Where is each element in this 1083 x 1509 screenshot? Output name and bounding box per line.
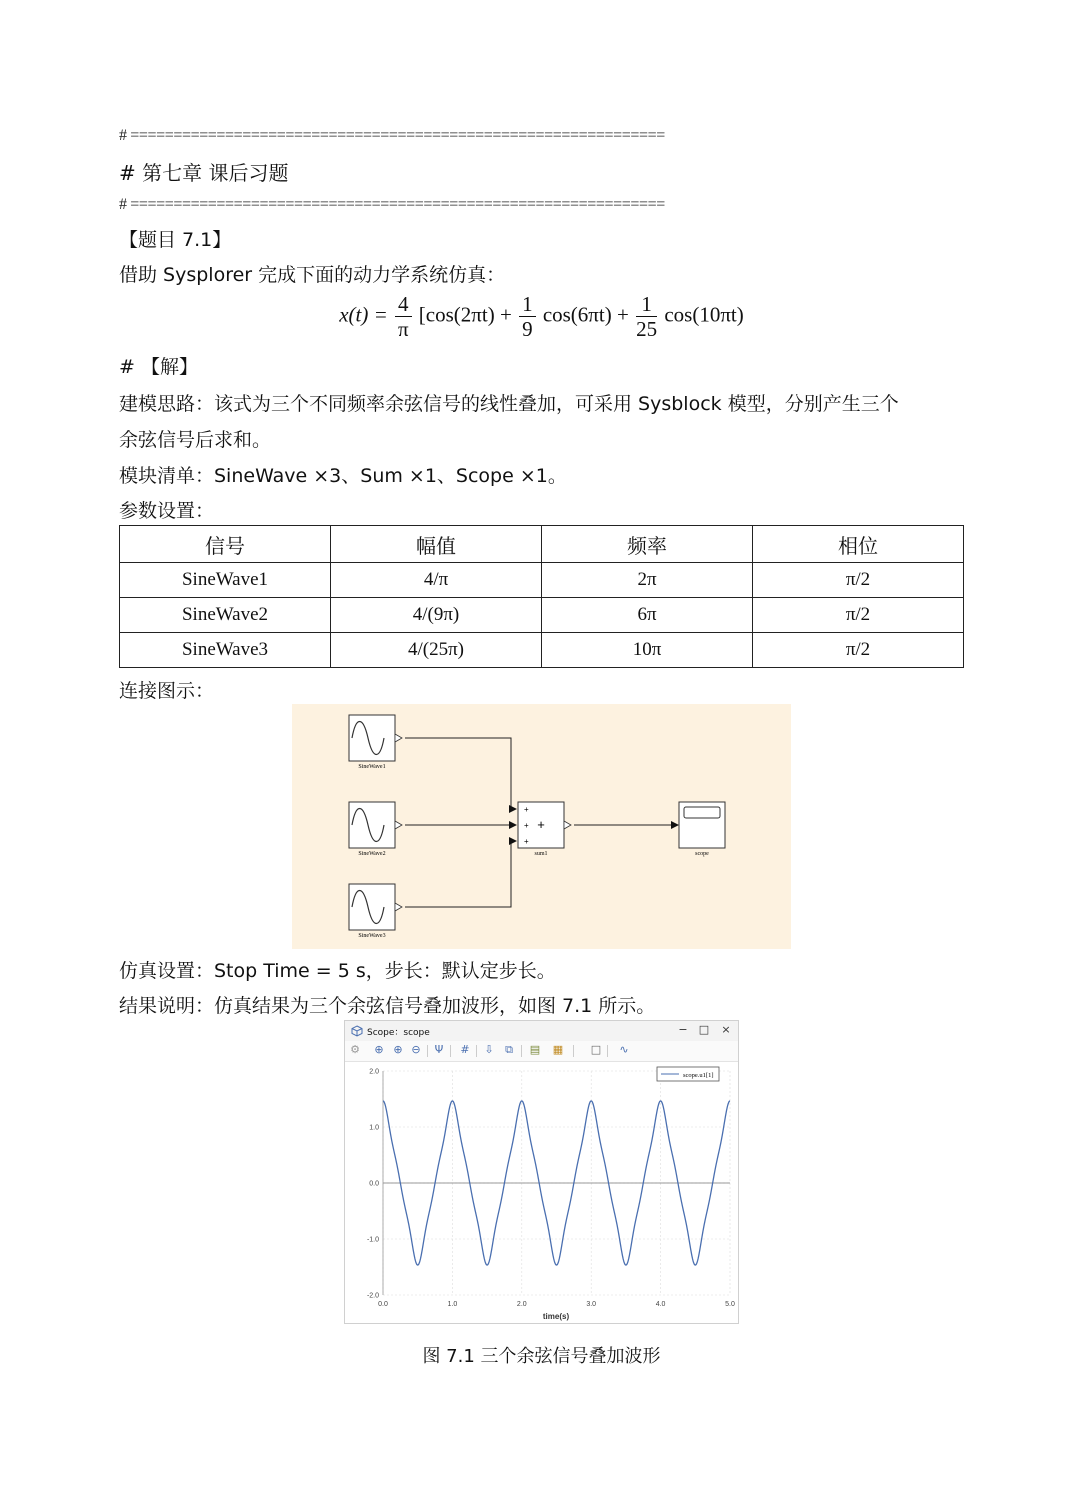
- table-header: 幅值: [331, 526, 542, 563]
- table-cell: SineWave2: [120, 598, 331, 633]
- scope-label: scope: [695, 851, 709, 857]
- formula-term-3: cos(10πt): [664, 302, 744, 327]
- sinewave1-label: SineWave1: [358, 764, 386, 770]
- sum-port-sign: +: [524, 837, 529, 846]
- toolbar-separator: [450, 1045, 451, 1057]
- curve-icon[interactable]: ∿: [619, 1043, 629, 1056]
- formula-frac2-denominator: 9: [522, 317, 533, 341]
- x-tick-label: 1.0: [447, 1301, 458, 1308]
- box-icon[interactable]: □: [590, 1043, 602, 1056]
- connection-label: 连接图示：: [119, 680, 215, 702]
- formula-fraction-2: [519, 292, 536, 341]
- block-diagram: [292, 704, 791, 949]
- modeling-idea-line-2: 余弦信号后求和。: [119, 429, 272, 451]
- formula-frac2-numerator: 1: [519, 292, 536, 317]
- y-tick-labels: [367, 1069, 379, 1300]
- y-tick-label: 1.0: [369, 1124, 379, 1132]
- zoom-in-icon[interactable]: ⊕: [393, 1043, 403, 1056]
- layout-icon[interactable]: ▤: [529, 1043, 541, 1056]
- x-tick-labels: [378, 1301, 735, 1308]
- legend-entry: scope.u1[1]: [683, 1072, 714, 1079]
- table-row: [120, 563, 964, 598]
- toolbar-separator: [607, 1045, 608, 1057]
- toolbar-separator: [521, 1045, 522, 1057]
- sim-settings: 仿真设置：Stop Time = 5 s，步长：默认定步长。: [119, 960, 556, 982]
- table-cell: 4/(9π): [331, 598, 542, 633]
- formula-term-2: cos(6πt) +: [542, 302, 635, 327]
- table-cell: 4/π: [331, 563, 542, 598]
- modeling-idea-line-1: 建模思路：该式为三个不同频率余弦信号的线性叠加，可采用 Sysblock 模型，分别产生三个: [119, 393, 899, 415]
- x-tick-label: 3.0: [586, 1301, 597, 1308]
- param-table: [119, 525, 964, 668]
- grid-icon[interactable]: #: [460, 1043, 470, 1056]
- y-tick-label: -2.0: [366, 1292, 379, 1300]
- param-label: 参数设置：: [119, 500, 215, 522]
- result-description: 结果说明：仿真结果为三个余弦信号叠加波形，如图 7.1 所示。: [119, 995, 656, 1017]
- x-tick-label: 0.0: [378, 1301, 388, 1308]
- scope-screen-icon: [684, 807, 720, 818]
- toolbar-separator: [427, 1045, 428, 1057]
- y-tick-label: -1.0: [366, 1236, 379, 1244]
- figure-caption: 图 7.1 三个余弦信号叠加波形: [422, 1346, 661, 1367]
- sum-symbol: +: [537, 817, 545, 832]
- table-cell: π/2: [753, 563, 964, 598]
- cursor-icon[interactable]: Ψ: [434, 1043, 444, 1056]
- sum-port-sign: +: [524, 821, 529, 830]
- table-header: 相位: [753, 526, 964, 563]
- settings-icon[interactable]: ⚙: [350, 1043, 360, 1056]
- scope-window: [344, 1020, 739, 1324]
- scope-plot: [345, 1061, 738, 1323]
- scope-toolbar: [345, 1041, 738, 1062]
- table-row: [120, 633, 964, 668]
- toolbar-separator: [573, 1045, 574, 1057]
- y-tick-label: 2.0: [369, 1068, 379, 1076]
- minimize-button[interactable]: −: [678, 1023, 688, 1036]
- module-list: 模块清单：SineWave ×3、Sum ×1、Scope ×1。: [119, 465, 567, 487]
- table-cell: SineWave3: [120, 633, 331, 668]
- table-row: [120, 598, 964, 633]
- problem-label: 【题目 7.1】: [119, 229, 232, 251]
- problem-intro: 借助 Sysplorer 完成下面的动力学系统仿真：: [119, 264, 506, 286]
- table-cell: 2π: [542, 563, 753, 598]
- formula-term-1: [cos(2πt) +: [418, 302, 518, 327]
- sinewave3-label: SineWave3: [358, 933, 386, 939]
- sinewave2-label: SineWave2: [358, 851, 386, 857]
- formula: [0, 292, 1083, 341]
- scope-title-bar: [345, 1021, 738, 1041]
- x-tick-label: 5.0: [725, 1301, 735, 1308]
- close-button[interactable]: ×: [721, 1023, 731, 1036]
- solution-label: # 【解】: [119, 356, 198, 378]
- formula-frac1-numerator: 4: [395, 292, 412, 317]
- table-header: 频率: [542, 526, 753, 563]
- formula-frac3-denominator: 25: [636, 317, 658, 341]
- y-tick-label: 0.0: [369, 1180, 379, 1188]
- x-axis-label: time(s): [542, 1312, 570, 1321]
- sum-port-sign: +: [524, 805, 529, 814]
- x-tick-label: 2.0: [516, 1301, 527, 1308]
- chapter-heading: # 第七章 课后习题: [119, 161, 289, 185]
- maximize-button[interactable]: □: [698, 1023, 710, 1036]
- zoom-fit-icon[interactable]: ⊕: [374, 1043, 384, 1056]
- table-cell: 6π: [542, 598, 753, 633]
- cube-icon: [351, 1025, 363, 1037]
- scope-window-title: Scope：scope: [367, 1028, 430, 1038]
- formula-frac1-denominator: π: [397, 317, 409, 341]
- table-cell: SineWave1: [120, 563, 331, 598]
- copy-icon[interactable]: ⧉: [505, 1043, 513, 1056]
- table-header: 信号: [120, 526, 331, 563]
- formula-lhs: x(t) =: [339, 302, 394, 327]
- table-cell: 4/(25π): [331, 633, 542, 668]
- separator-rule-bottom: # ==============================================================: [119, 196, 665, 213]
- table-cell: 10π: [542, 633, 753, 668]
- x-tick-label: 4.0: [655, 1301, 666, 1308]
- sum-label: sum1: [534, 851, 548, 857]
- legend: [657, 1067, 719, 1081]
- formula-fraction-1: [395, 292, 412, 341]
- toolbar-separator: [476, 1045, 477, 1057]
- export-icon[interactable]: ⇩: [484, 1043, 494, 1056]
- formula-frac3-numerator: 1: [636, 292, 657, 317]
- table-cell: π/2: [753, 598, 964, 633]
- table-header-row: [120, 526, 964, 563]
- zoom-out-icon[interactable]: ⊖: [411, 1043, 421, 1056]
- table-cell: π/2: [753, 633, 964, 668]
- table-icon[interactable]: ▦: [552, 1043, 564, 1056]
- separator-rule-top: # ==============================================================: [119, 127, 665, 144]
- formula-fraction-3: [636, 292, 657, 341]
